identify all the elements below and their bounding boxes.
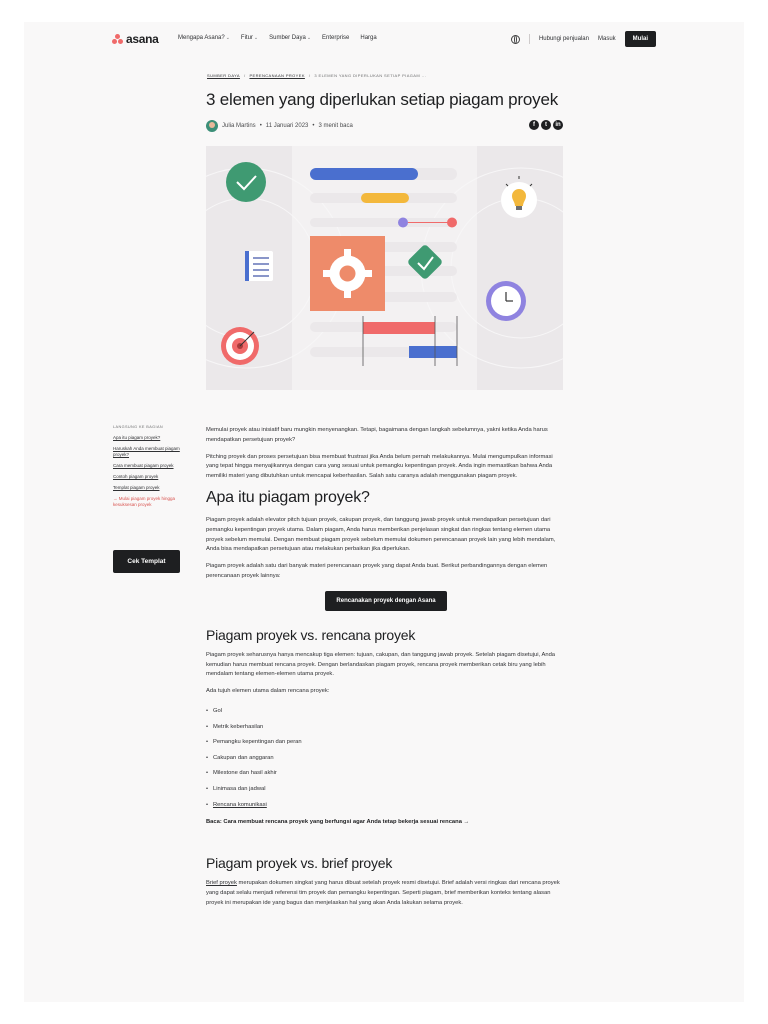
- list-item: • Pemangku kepentingan dan peran: [206, 735, 566, 751]
- section-heading-plan: Piagam proyek vs. rencana proyek: [206, 626, 416, 643]
- logo-text: asana: [126, 32, 159, 46]
- nav-links: [178, 35, 377, 41]
- breadcrumb-resources[interactable]: SUMBER DAYA: [207, 73, 240, 78]
- asana-logo[interactable]: [112, 32, 159, 46]
- meta-dot: •: [312, 123, 315, 129]
- section-heading-what-is: Apa itu piagam proyek?: [206, 488, 370, 506]
- breadcrumb: [207, 73, 426, 78]
- brief-paragraph: [206, 879, 566, 908]
- chevron-down-icon: ⌄: [306, 35, 312, 41]
- login-link[interactable]: Masuk: [597, 36, 616, 42]
- toc-item-success[interactable]: → Mulai piagam proyek hingga kesuksesan proyek: [113, 496, 176, 507]
- list-item: • Linimasa dan jadwal: [206, 782, 566, 798]
- author-name: Julia Martins: [222, 123, 256, 129]
- breadcrumb-project-planning[interactable]: PERENCANAAN PROYEK: [249, 73, 305, 78]
- chevron-down-icon: ⌄: [253, 35, 259, 41]
- nav-actions: [511, 31, 656, 47]
- list-item: • Milestone dan hasil akhir: [206, 766, 566, 782]
- read-time: 3 menit baca: [318, 123, 353, 129]
- list-item-link[interactable]: [206, 798, 566, 814]
- plan-elements-list: [206, 704, 566, 813]
- read-more-link[interactable]: Baca: Cara membuat rencana proyek yang berfungsi agar Anda tetap bekerja sesuai rencana →: [206, 819, 470, 826]
- check-template-button[interactable]: Cek Templat: [113, 550, 180, 573]
- communication-plan-link[interactable]: Rencana komunikasi: [213, 801, 267, 808]
- avatar: [206, 120, 218, 132]
- nav-item-enterprise[interactable]: Enterprise: [322, 35, 350, 41]
- toc-item-how-to[interactable]: Cara membuat piagam proyek: [113, 463, 174, 468]
- page-title: 3 elemen yang diperlukan setiap piagam proyek: [206, 90, 559, 109]
- toc-item-example[interactable]: Contoh piagam proyek: [113, 474, 159, 479]
- toc-item-template[interactable]: Templat piagam proyek: [113, 485, 160, 490]
- globe-icon[interactable]: [511, 35, 520, 44]
- linkedin-icon[interactable]: in: [553, 120, 563, 130]
- toc-heading: LANGSUNG KE BAGIAN: [113, 425, 164, 429]
- intro-paragraph-2: Pitching proyek dan proses persetujuan bisa membuat frustrasi jika Anda belum pernah melakukannya. Mulai mengumpulkan informasi yang tepat hingga menyajikannya dengan cara yang sesuai untuk pemangku kepentingan proyek. Anda ingin memastikan bahwa Anda memiliki materi yang dibutuhkan untuk mencapai keberhasilan. Salah satu caranya adalah menggunakan piagam proyek.: [206, 453, 553, 480]
- article-meta: [206, 120, 353, 132]
- list-item: • Metrik keberhasilan: [206, 720, 566, 736]
- top-nav: [24, 22, 744, 56]
- nav-item-features[interactable]: Fitur⌄: [240, 35, 259, 41]
- intro-paragraph-1: Memulai proyek atau inisiatif baru mungkin menyenangkan. Tetapi, bagaimana dengan langkah sebelumnya, yakni ketika Anda harus mendapatkan persetujuan proyek?: [206, 427, 548, 443]
- hero-illustration-graphic: [206, 146, 563, 390]
- toc-item-should-you[interactable]: Haruskah Anda membuat piagam proyek?: [113, 446, 180, 457]
- hero-illustration: [206, 146, 563, 390]
- share-buttons: [529, 120, 563, 130]
- plan-paragraph-2: Ada tujuh elemen utama dalam rencana proyek:: [206, 688, 330, 695]
- breadcrumb-separator: /: [243, 73, 246, 78]
- table-of-contents: [113, 425, 193, 513]
- breadcrumb-current: 3 ELEMEN YANG DIPERLUKAN SETIAP PIAGAM ...: [314, 73, 427, 78]
- list-item: • Gol: [206, 704, 566, 720]
- breadcrumb-separator: /: [308, 73, 311, 78]
- project-brief-link[interactable]: Brief proyek: [206, 880, 237, 887]
- publish-date: 11 Januari 2023: [265, 123, 309, 129]
- page: [24, 22, 744, 1002]
- divider: [529, 34, 530, 44]
- brief-text: merupakan dokumen singkat yang harus dibuat setelah proyek resmi disetujui. Brief adalah versi ringkas dari rencana proyek yang dapat selalu menjadi referensi tim proyek dan pemangku kepentingan. Seperti piagam, brief memberikan konteks tentang alasan proyek ini merupakan ide yang bagus dan menjelaskan hal yang akan Anda lakukan selama proyek.: [206, 880, 560, 906]
- meta-dot: •: [259, 123, 262, 129]
- definition-paragraph-1: Piagam proyek adalah elevator pitch tujuan proyek, cakupan proyek, dan tanggung jawab proyek untuk mendapatkan persetujuan dari pemangku kepentingan proyek utama. Dalam piagam, Anda harus memberikan penjelasan singkat dan ringkas tentang elemen utama proyek sebelum memulai. Dengan membuat piagam proyek sebelum memulai dokumen perencanaan proyek lain yang lebih mendalam, Anda bisa mendapatkan persetujuan atau melakukan perbaikan jika diperlukan.: [206, 516, 556, 553]
- facebook-icon[interactable]: f: [529, 120, 539, 130]
- section-heading-brief: Piagam proyek vs. brief proyek: [206, 855, 393, 872]
- asana-logo-icon: [112, 34, 123, 44]
- article-body: [206, 426, 566, 916]
- start-button[interactable]: Mulai: [625, 31, 656, 47]
- list-item: • Cakupan dan anggaran: [206, 751, 566, 767]
- definition-paragraph-2: Piagam proyek adalah satu dari banyak materi perencanaan proyek yang dapat Anda buat. Berikut perbandingannya dengan elemen perencanaan proyek lainnya:: [206, 563, 548, 579]
- plan-paragraph-1: Piagam proyek seharusnya hanya mencakup tiga elemen: tujuan, cakupan, dan tanggung jawab proyek. Setelah piagam disetujui, Anda kemudian harus membuat rencana proyek. Dengan berlandaskan piagam proyek, rencana proyek memberikan cetak biru yang lebih mendalam tentang elemen-elemen utama proyek.: [206, 651, 556, 678]
- cta-container: [206, 589, 566, 611]
- nav-item-pricing[interactable]: Harga: [360, 35, 377, 41]
- chevron-down-icon: ⌄: [225, 35, 230, 41]
- twitter-icon[interactable]: t: [541, 120, 551, 130]
- contact-sales-link[interactable]: Hubungi penjualan: [538, 36, 589, 42]
- toc-item-what-is[interactable]: Apa itu piagam proyek?: [113, 435, 161, 440]
- nav-item-resources[interactable]: Sumber Daya⌄: [269, 35, 312, 41]
- nav-item-why-asana[interactable]: Mengapa Asana?⌄: [178, 35, 230, 41]
- plan-project-button[interactable]: Rencanakan proyek dengan Asana: [325, 591, 446, 611]
